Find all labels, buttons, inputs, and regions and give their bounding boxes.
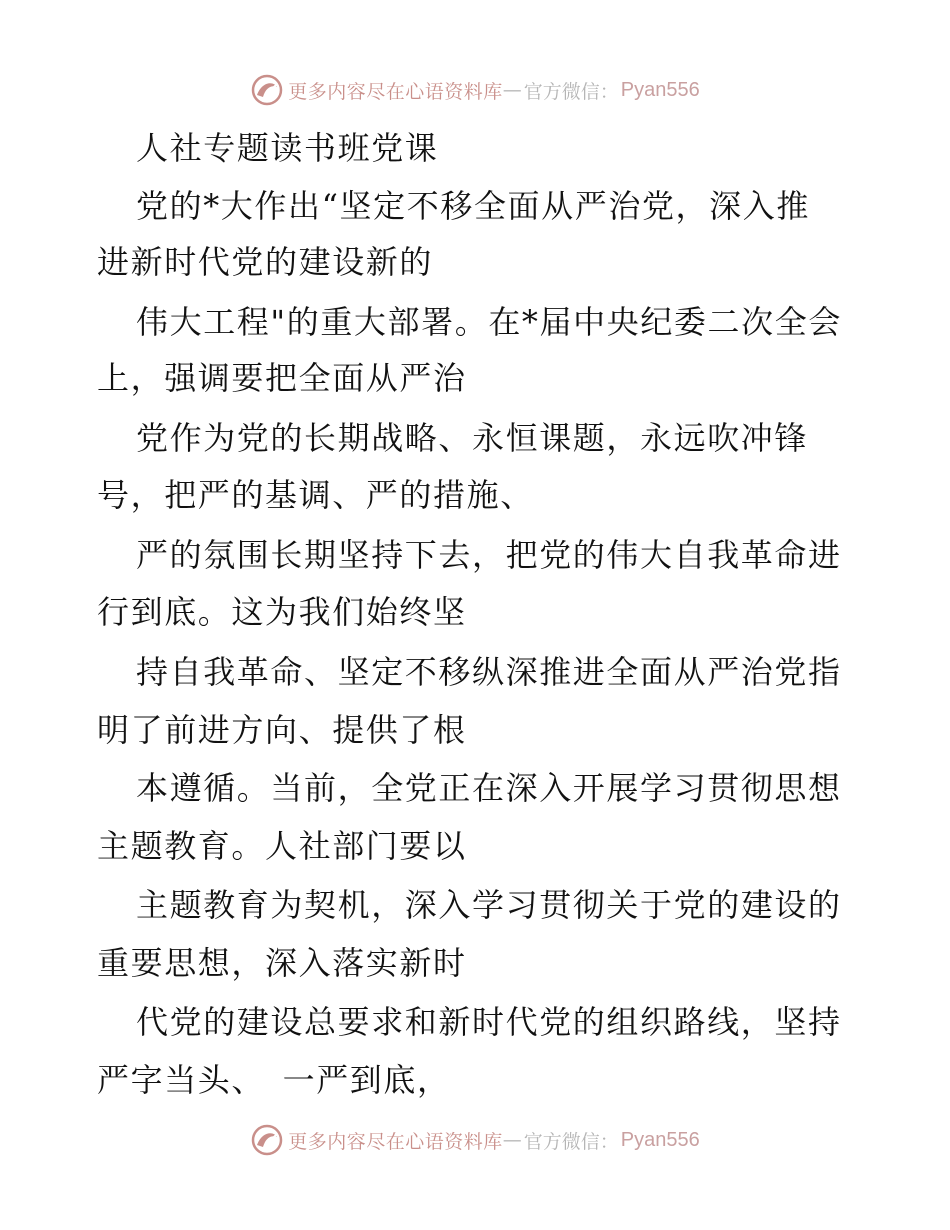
watermark-separator: — [502,1129,522,1151]
watermark-header [0,72,950,108]
watermark-footer [0,1122,950,1158]
paragraph-line: 重要思想，深入落实新时 [97,944,467,982]
paragraph-line: 主题教育为契机，深入学习贯彻关于党的建设的 [136,886,842,924]
paragraph-line: 持自我革命、坚定不移纵深推进全面从严治党指 [136,653,842,691]
paragraph-line: 严字当头、 一严到底， [97,1061,451,1099]
swirl-logo-icon [250,1123,284,1157]
paragraph-line: 行到底。这为我们始终坚 [97,593,467,631]
watermark-id: Pyan556 [620,78,700,101]
paragraph-line: 党作为党的长期战略、永恒课题，永远吹冲锋 [136,419,809,457]
watermark-text: 更多内容尽在心语资料库 [288,80,503,103]
paragraph-line: 上，强调要把全面从严治 [97,359,467,397]
watermark-official: 官方微信： [523,80,619,103]
doc-title: 人社专题读书班党课 [136,129,439,167]
paragraph-line: 主题教育。人社部门要以 [97,827,467,865]
paragraph-line: 号，把严的基调、严的措施、 [97,476,534,514]
paragraph-line: 严的氛围长期坚持下去，把党的伟大自我革命进 [136,536,842,574]
paragraph-line: 代党的建设总要求和新时代党的组织路线，坚持 [136,1003,842,1041]
watermark-official: 官方微信： [523,1130,619,1153]
paragraph-line: 本遵循。当前，全党正在深入开展学习贯彻思想 [136,769,842,807]
paragraph-line: 伟大工程"的重大部署。在*届中央纪委二次全会 [136,303,842,341]
watermark-separator: — [502,79,522,101]
swirl-logo-icon [250,73,284,107]
paragraph-line: 进新时代党的建设新的 [97,243,434,281]
paragraph-line: 党的*大作出“坚定不移全面从严治党，深入推 [136,187,810,225]
watermark-id: Pyan556 [620,1128,700,1151]
watermark-text: 更多内容尽在心语资料库 [288,1130,503,1153]
paragraph-line: 明了前进方向、提供了根 [97,711,467,749]
